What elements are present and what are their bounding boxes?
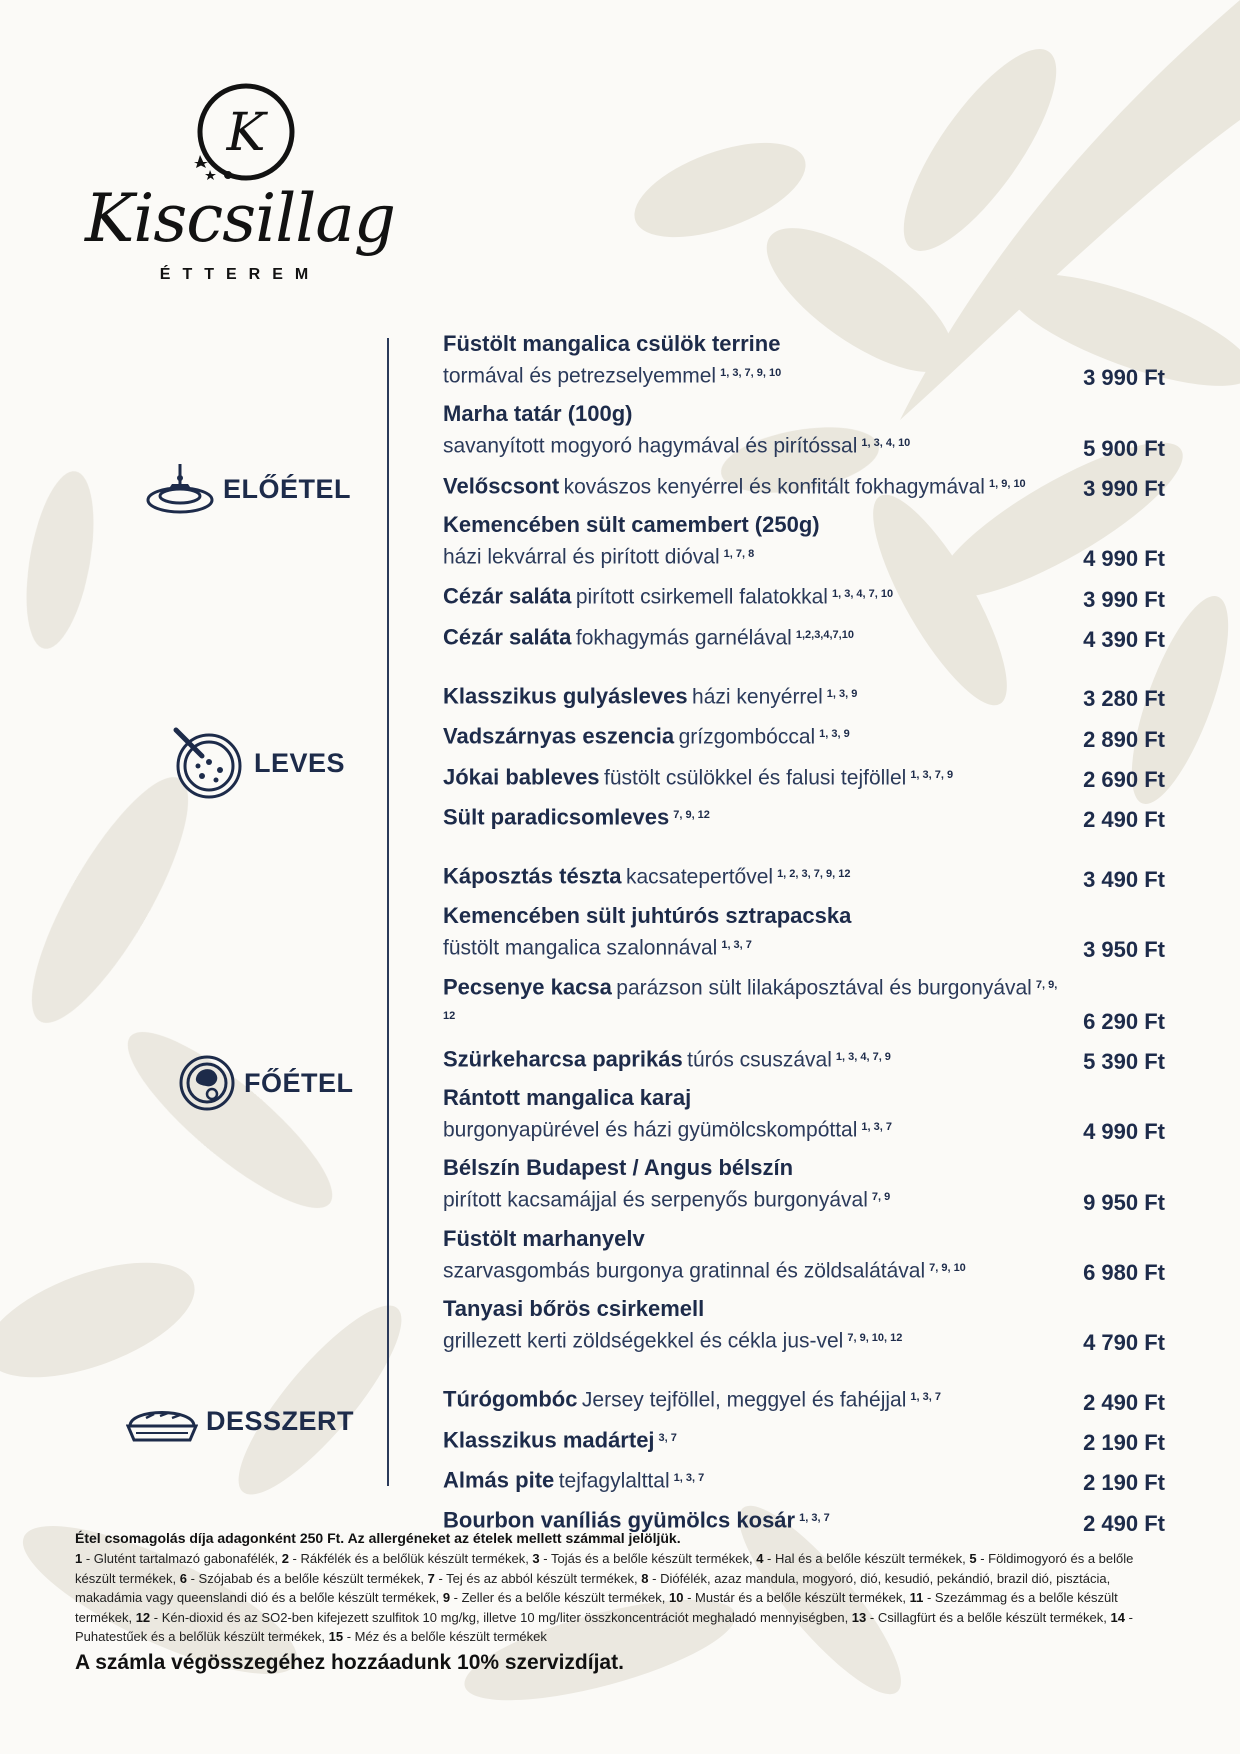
brand-name: Kiscsillag: [84, 180, 396, 257]
dish-description: túrós csuszával: [687, 1047, 832, 1071]
allergen-name: - Mustár és a belőle készült termékek,: [683, 1590, 910, 1605]
dish-name: Szürkeharcsa paprikás: [443, 1045, 683, 1071]
allergen-codes: 7, 9, 12: [673, 808, 710, 821]
allergen-number: 7: [427, 1570, 435, 1586]
menu-item-text: [443, 400, 1063, 461]
category-label: FŐÉTEL: [244, 1067, 354, 1098]
dish-description: burgonyapürével és házi gyümölcskompóttal: [443, 1118, 858, 1142]
category-foetel: [178, 1054, 354, 1112]
menu-item-text: [443, 902, 1063, 963]
allergen-legend-entry: [136, 1610, 852, 1625]
menu-item: [443, 1295, 1165, 1356]
allergen-codes: 7, 9, 10, 12: [847, 1331, 903, 1344]
dish-name: Cézár saláta: [443, 623, 572, 649]
allergen-codes: 1, 3, 7: [721, 938, 752, 951]
allergen-legend-entry: [180, 1571, 428, 1586]
dish-name: Vadszárnyas eszencia: [443, 723, 675, 749]
dish-description: házi lekvárral és pirított dióval: [443, 545, 720, 569]
allergen-number: 8: [641, 1570, 649, 1586]
allergen-codes: 7, 9, 10: [929, 1261, 966, 1274]
allergen-name: - Puhatestűek és a belőlük készült termékek,: [75, 1609, 1133, 1644]
dish-price: 3 990 Ft: [1083, 586, 1165, 612]
menu-item-text: [443, 762, 1063, 793]
menu-item-text: [443, 1425, 1063, 1456]
allergen-codes: 1, 3, 4, 7, 10: [831, 588, 894, 601]
dish-description: kacsatepertővel: [625, 865, 774, 889]
dish-name: Klasszikus gulyásleves: [443, 683, 688, 709]
menu-item-text: [443, 581, 1063, 612]
allergen-legend-entry: [852, 1610, 1111, 1625]
menu-item: [443, 1465, 1165, 1496]
appetizer-plate-icon: [145, 460, 215, 518]
dish-price: 5 900 Ft: [1083, 435, 1165, 461]
menu-item: [443, 581, 1165, 612]
dish-price: 4 790 Ft: [1083, 1330, 1165, 1356]
allergen-number: 12: [135, 1609, 151, 1625]
dish-price: 2 490 Ft: [1083, 807, 1165, 833]
dish-price: 3 490 Ft: [1083, 866, 1165, 892]
menu-item: [443, 400, 1165, 461]
menu-item-text: [443, 330, 1063, 391]
dish-name: Velőscsont: [443, 472, 560, 498]
dish-name: Jókai bableves: [443, 763, 600, 789]
allergen-codes: 1, 3, 7: [799, 1512, 830, 1525]
allergen-legend-entry: [532, 1551, 756, 1566]
dish-price: 2 490 Ft: [1083, 1389, 1165, 1415]
menu-section: [443, 1384, 1165, 1536]
allergen-number: 11: [909, 1590, 924, 1605]
menu-item-text: [443, 1225, 1063, 1286]
allergen-number: 1: [75, 1551, 83, 1566]
menu-section: [443, 681, 1165, 833]
menu-item-text: [443, 1295, 1063, 1356]
dish-price: 4 390 Ft: [1083, 626, 1165, 652]
menu-item: [443, 762, 1165, 793]
svg-text:K: K: [226, 103, 266, 163]
allergen-name: - Diófélék, azaz mandula, mogyoró, dió, kesudió, pekándió, brazil dió, pisztácia, makadámia vagy queenslandi dió és a belőle készült termékek,: [75, 1570, 1111, 1605]
allergen-legend-entry: [669, 1590, 910, 1605]
menu-item: [443, 802, 1165, 833]
allergen-number: 4: [756, 1551, 764, 1566]
allergen-codes: 1, 3, 9: [819, 728, 850, 741]
dish-price: 2 190 Ft: [1083, 1429, 1165, 1455]
allergen-codes: 1, 7, 8: [723, 547, 755, 560]
allergen-codes: 1, 3, 4, 10: [861, 437, 911, 450]
vertical-divider: [387, 338, 389, 1486]
category-label: DESSZERT: [206, 1405, 355, 1436]
allergen-name: - Méz és a belőle készült termékek: [343, 1629, 547, 1644]
category-label: LEVES: [254, 747, 346, 778]
menu-item: [443, 1225, 1165, 1286]
dish-price: 9 950 Ft: [1083, 1189, 1165, 1215]
menu-item-text: [443, 511, 1063, 572]
dish-name: Marha tatár (100g): [443, 401, 633, 427]
dish-price: 4 990 Ft: [1083, 546, 1165, 572]
allergen-codes: 1, 2, 3, 7, 9, 12: [777, 868, 851, 881]
allergen-name: - Földimogyoró és a belőle készült termékek,: [75, 1551, 1134, 1586]
menu-item: [443, 622, 1165, 653]
allergen-codes: 1, 3, 7: [673, 1471, 705, 1484]
allergen-legend-entry: [428, 1571, 642, 1586]
menu-item: [443, 902, 1165, 963]
restaurant-logo: [70, 70, 410, 300]
menu-item: [443, 861, 1165, 892]
dish-price: 3 990 Ft: [1083, 475, 1165, 501]
dish-name: Füstölt mangalica csülök terrine: [443, 331, 781, 356]
menu-item-text: [443, 622, 1063, 653]
menu-section: [443, 330, 1165, 653]
menu-item: [443, 471, 1165, 502]
pie-icon: [126, 1396, 198, 1446]
allergen-codes: 1, 3, 7, 9, 10: [720, 367, 782, 379]
menu-item-text: [443, 681, 1063, 712]
dish-name: Káposztás tészta: [443, 863, 622, 889]
menu-item-text: [443, 1465, 1063, 1496]
allergen-codes: 3, 7: [658, 1431, 677, 1444]
dish-name: Tanyasi bőrös csirkemell: [443, 1295, 705, 1321]
menu-item-text: [443, 1154, 1063, 1215]
allergen-number: 10: [668, 1590, 684, 1605]
category-label: ELŐÉTEL: [223, 473, 352, 504]
menu-item-text: [443, 1044, 1063, 1075]
dish-description: házi kenyérrel: [692, 685, 823, 709]
logo-emblem-icon: [188, 80, 298, 190]
menu-item-text: [443, 1384, 1063, 1415]
dish-description: savanyított mogyoró hagymával és pirítóssal: [443, 434, 858, 458]
allergen-number: 15: [328, 1629, 344, 1644]
dish-name: Bourbon vaníliás gyümölcs kosár: [443, 1507, 796, 1533]
allergen-legend: [75, 1549, 1165, 1647]
allergen-number: 2: [281, 1551, 289, 1566]
menu-item: [443, 972, 1165, 1035]
dish-name: Kemencében sült juhtúrós sztrapacska: [443, 902, 852, 928]
soup-bowl-icon: [172, 726, 246, 800]
dish-price: 2 690 Ft: [1083, 766, 1165, 792]
dish-name: Bélszín Budapest / Angus bélszín: [443, 1155, 794, 1181]
allergen-codes: 1, 3, 9: [826, 687, 858, 700]
allergen-name: - Szójabab és a belőle készült termékek,: [187, 1570, 428, 1586]
menu-item: [443, 1425, 1165, 1456]
allergen-name: - Rákfélék és a belőlük készült termékek,: [288, 1551, 533, 1566]
category-leves: [172, 726, 345, 800]
menu-item: [443, 1154, 1165, 1215]
dish-description: füstölt csülökkel és falusi tejföllel: [604, 765, 907, 789]
menu-item-text: [443, 861, 1063, 892]
allergen-name: - Tej és az abból készült termékek,: [434, 1570, 642, 1586]
main-dish-icon: [178, 1054, 236, 1112]
allergen-number: 9: [442, 1590, 451, 1605]
allergen-codes: 1, 9, 10: [988, 477, 1026, 490]
brand-subtitle: ÉTTEREM: [159, 266, 321, 283]
menu-item: [443, 1084, 1165, 1145]
allergen-name: - Csillagfürt és a belőle készült termékek,: [866, 1609, 1111, 1625]
dish-price: 3 950 Ft: [1083, 936, 1165, 962]
packaging-note: Étel csomagolás díja adagonként 250 Ft. Az allergéneket az ételek mellett számmal jelöljük.: [75, 1530, 681, 1546]
menu-item-text: [443, 972, 1063, 1035]
dish-description: pirított csirkemell falatokkal: [575, 585, 828, 609]
menu-item-text: [443, 471, 1063, 502]
allergen-name: - Tojás és a belőle készült termékek,: [539, 1551, 757, 1566]
service-charge-note: A számla végösszegéhez hozzáadunk 10% szervizdíjat.: [75, 1650, 624, 1674]
allergen-name: - Zeller és a belőle készült termékek,: [450, 1590, 669, 1605]
menu-item: [443, 681, 1165, 712]
menu-item: [443, 1384, 1165, 1415]
dish-price: 3 990 Ft: [1083, 365, 1165, 391]
dish-name: Almás pite: [443, 1467, 555, 1493]
allergen-legend-entry: [282, 1551, 533, 1566]
allergen-legend-entry: [756, 1551, 969, 1566]
dish-name: Klasszikus madártej: [443, 1426, 655, 1452]
footer: [75, 1530, 1165, 1675]
menu-item-text: [443, 802, 1063, 833]
menu-list: [443, 330, 1165, 1565]
menu-item: [443, 1044, 1165, 1075]
dish-name: Túrógombóc: [443, 1386, 578, 1412]
allergen-codes: 1, 3, 7: [910, 1391, 941, 1404]
dish-description: pirított kacsamájjal és serpenyős burgonyával: [443, 1188, 868, 1212]
dish-name: Füstölt marhanyelv: [443, 1225, 645, 1251]
allergen-name: - Hal és a belőle készült termékek,: [763, 1551, 970, 1566]
category-eloetel: [145, 460, 351, 518]
menu-item: [443, 511, 1165, 572]
menu-item: [443, 330, 1165, 391]
allergen-number: 13: [851, 1609, 867, 1625]
dish-description: kovászos kenyérrel és konfitált fokhagymával: [563, 474, 985, 498]
allergen-legend-entry: [329, 1629, 547, 1644]
allergen-number: 5: [969, 1551, 977, 1566]
dish-price: 2 890 Ft: [1083, 726, 1165, 752]
dish-price: 2 190 Ft: [1083, 1470, 1165, 1496]
allergen-name: - Szezámmag és a belőle készült termékek,: [75, 1590, 1118, 1625]
dish-description: tormával és petrezselyemmel: [443, 364, 717, 388]
dish-price: 5 390 Ft: [1083, 1048, 1165, 1074]
menu-item: [443, 721, 1165, 752]
allergen-codes: 7, 9: [871, 1191, 891, 1204]
allergen-codes: 1, 3, 7: [861, 1120, 892, 1133]
dish-name: Cézár saláta: [443, 583, 572, 609]
dish-price: 6 980 Ft: [1083, 1259, 1165, 1285]
dish-name: Kemencében sült camembert (250g): [443, 511, 820, 537]
allergen-codes: 7, 9, 12: [443, 978, 1058, 1023]
dish-price: 2 490 Ft: [1083, 1510, 1165, 1536]
allergen-number: 3: [532, 1551, 540, 1566]
dish-description: grízgombóccal: [678, 725, 816, 749]
dish-description: füstölt mangalica szalonnával: [443, 935, 718, 959]
allergen-codes: 1,2,3,4,7,10: [795, 628, 854, 641]
dish-price: 3 280 Ft: [1083, 686, 1165, 712]
menu-section: [443, 861, 1165, 1356]
dish-name: Rántott mangalica karaj: [443, 1084, 692, 1110]
category-desszert: [126, 1396, 354, 1446]
dish-price: 6 290 Ft: [1083, 1008, 1165, 1034]
allergen-number: 14: [1110, 1609, 1125, 1625]
dish-description: grillezett kerti zöldségekkel és cékla jus-vel: [443, 1329, 844, 1353]
dish-description: szarvasgombás burgonya gratinnal és zöldsalátával: [443, 1258, 926, 1282]
allergen-name: - Kén-dioxid és az SO2-ben kifejezett szulfitok 10 mg/kg, illetve 10 mg/liter összkoncentrációt meghaladó mennyiségben,: [150, 1609, 852, 1625]
allergen-codes: 1, 3, 7, 9: [910, 768, 954, 781]
menu-item-text: [443, 721, 1063, 752]
dish-description: fokhagymás garnélával: [575, 625, 792, 649]
allergen-name: - Glutént tartalmazó gabonafélék,: [82, 1551, 282, 1566]
allergen-number: 6: [179, 1570, 187, 1586]
dish-description: tejfagylalttal: [558, 1469, 670, 1493]
dish-price: 4 990 Ft: [1083, 1119, 1165, 1145]
menu-item-text: [443, 1084, 1063, 1145]
allergen-legend-entry: [75, 1551, 282, 1566]
dish-name: Pecsenye kacsa: [443, 974, 612, 1000]
dish-description: parázson sült lilakáposztával és burgonyával: [616, 976, 1032, 1000]
dish-name: Sült paradicsomleves: [443, 804, 670, 830]
allergen-codes: 1, 3, 4, 7, 9: [835, 1050, 891, 1063]
allergen-legend-entry: [443, 1590, 669, 1605]
dish-description: Jersey tejföllel, meggyel és fahéjjal: [581, 1388, 907, 1412]
